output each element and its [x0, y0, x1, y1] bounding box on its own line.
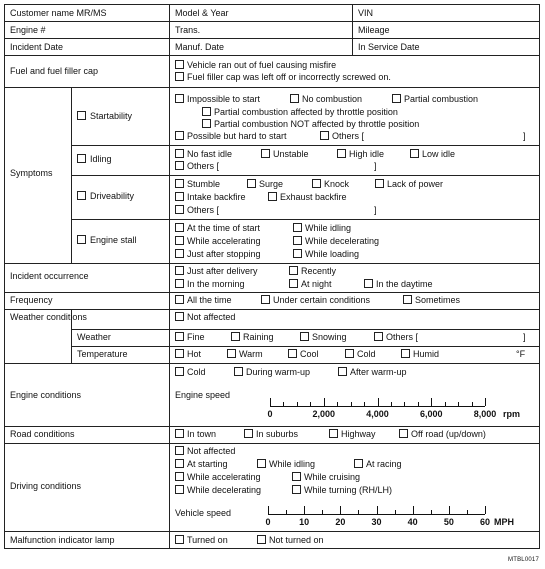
scale-minor-tick [391, 402, 392, 406]
scale-minor-tick [358, 510, 359, 514]
scale-axis [270, 406, 485, 407]
divider [5, 426, 539, 427]
divider [169, 5, 170, 55]
high-idle-checkbox[interactable]: High idle [337, 149, 384, 160]
scale-label: 10 [299, 517, 310, 527]
divider [71, 145, 539, 146]
weather-not-affected-checkbox[interactable]: Not affected [175, 312, 235, 323]
divider [5, 38, 539, 39]
model-year-label: Model & Year [175, 8, 229, 18]
scale-minor-tick [286, 510, 287, 514]
scale-minor-tick [431, 510, 432, 514]
stumble-checkbox[interactable]: Stumble [175, 179, 220, 190]
cold-temp-checkbox[interactable]: Cold [345, 349, 376, 360]
surge-checkbox[interactable]: Surge [247, 179, 283, 190]
highway-checkbox[interactable]: Highway [329, 429, 376, 440]
scale-minor-tick [283, 402, 284, 406]
driving-conditions-label: Driving conditions [10, 481, 82, 491]
all-the-time-checkbox[interactable]: All the time [175, 295, 232, 306]
exhaust-backfire-checkbox[interactable]: Exhaust backfire [268, 192, 347, 203]
scale-label: 4,000 [366, 409, 389, 419]
scale-minor-tick [458, 402, 459, 406]
scale-label: 0 [267, 409, 273, 419]
mileage-label: Mileage [358, 25, 390, 35]
in-the-morning-checkbox[interactable]: In the morning [175, 279, 245, 290]
trans-label: Trans. [175, 25, 201, 35]
scale-minor-tick [322, 510, 323, 514]
weather-row-label: Weather [77, 332, 111, 342]
divider [5, 21, 539, 22]
driveability-checkbox[interactable]: Driveability [77, 191, 134, 202]
during-warm-up-checkbox[interactable]: During warm-up [234, 367, 310, 378]
temperature-row-label: Temperature [77, 349, 128, 359]
warm-checkbox[interactable]: Warm [227, 349, 263, 360]
divider [5, 263, 539, 264]
at-time-of-start-checkbox[interactable]: At the time of start [175, 223, 260, 234]
engine-cold-checkbox[interactable]: Cold [175, 367, 206, 378]
vehicle-speed-label: Vehicle speed [175, 508, 232, 518]
divider [5, 443, 539, 444]
just-after-delivery-checkbox[interactable]: Just after delivery [175, 266, 258, 277]
in-the-daytime-checkbox[interactable]: In the daytime [364, 279, 433, 290]
divider [169, 55, 170, 548]
incident-date-label: Incident Date [10, 42, 64, 52]
engine-stall-checkbox[interactable]: Engine stall [77, 235, 137, 246]
mil-label: Malfunction indicator lamp [10, 535, 115, 545]
startability-others-checkbox[interactable]: Others [ [320, 131, 364, 142]
driving-not-affected-checkbox[interactable]: Not affected [175, 446, 235, 457]
hot-checkbox[interactable]: Hot [175, 349, 201, 360]
weather-conditions-label: Weather conditions [10, 312, 87, 322]
at-night-checkbox[interactable]: At night [289, 279, 332, 290]
mil-turned-on-checkbox[interactable]: Turned on [175, 535, 228, 546]
partial-combustion-not-throttle-checkbox[interactable]: Partial combustion NOT affected by throttle position [202, 119, 419, 130]
scale-minor-tick [364, 402, 365, 406]
scale-label: 20 [335, 517, 346, 527]
scale-major-tick [378, 398, 379, 406]
in-suburbs-checkbox[interactable]: In suburbs [244, 429, 298, 440]
scale-minor-tick [351, 402, 352, 406]
idling-others-checkbox[interactable]: Others [ [175, 161, 219, 172]
sometimes-checkbox[interactable]: Sometimes [403, 295, 460, 306]
scale-label: 8,000 [473, 409, 497, 419]
scale-minor-tick [445, 402, 446, 406]
scale-axis [268, 514, 485, 515]
scale-major-tick [268, 506, 269, 514]
divider [71, 329, 539, 330]
scale-minor-tick [337, 402, 338, 406]
driveability-others-close: ] [374, 205, 377, 215]
at-starting-checkbox[interactable]: At starting [175, 459, 228, 470]
divider [5, 309, 539, 310]
scale-major-tick [413, 506, 414, 514]
engine-number-label: Engine # [10, 25, 46, 35]
snowing-checkbox[interactable]: Snowing [300, 332, 347, 343]
scale-label: 0 [265, 517, 271, 527]
scale-major-tick [377, 506, 378, 514]
at-racing-checkbox[interactable]: At racing [354, 459, 402, 470]
scale-minor-tick [297, 402, 298, 406]
scale-major-tick [449, 506, 450, 514]
recently-checkbox[interactable]: Recently [289, 266, 336, 277]
fuel-label: Fuel and fuel filler cap [10, 66, 99, 76]
weather-others-close: ] [523, 332, 526, 342]
scale-label: 40 [407, 517, 418, 527]
divider [5, 55, 539, 56]
just-after-stopping-checkbox[interactable]: Just after stopping [175, 249, 261, 260]
scale-major-tick [485, 398, 486, 406]
symptoms-label: Symptoms [10, 168, 53, 178]
frequency-label: Frequency [10, 295, 53, 305]
while-turning-checkbox[interactable]: While turning (RH/LH) [292, 485, 392, 496]
no-fast-idle-checkbox[interactable]: No fast idle [175, 149, 232, 160]
scale-minor-tick [310, 402, 311, 406]
scale-label: 60 [479, 517, 491, 527]
fine-checkbox[interactable]: Fine [175, 332, 205, 343]
scale-major-tick [324, 398, 325, 406]
under-certain-conditions-checkbox[interactable]: Under certain conditions [261, 295, 370, 306]
manuf-date-label: Manuf. Date [175, 42, 225, 52]
divider [71, 219, 539, 220]
cool-checkbox[interactable]: Cool [288, 349, 319, 360]
road-conditions-label: Road conditions [10, 429, 75, 439]
while-idling-driving-checkbox[interactable]: While idling [257, 459, 315, 470]
raining-checkbox[interactable]: Raining [231, 332, 274, 343]
mph-unit: MPH [494, 517, 514, 527]
while-idling-stall-checkbox[interactable]: While idling [293, 223, 351, 234]
divider [352, 5, 353, 55]
while-cruising-checkbox[interactable]: While cruising [292, 472, 360, 483]
lack-of-power-checkbox[interactable]: Lack of power [375, 179, 443, 190]
figure-id: MTBL0017 [508, 557, 539, 563]
mil-not-turned-on-checkbox[interactable]: Not turned on [257, 535, 324, 546]
knock-checkbox[interactable]: Knock [312, 179, 349, 190]
divider [5, 531, 539, 532]
temperature-unit: °F [516, 349, 526, 359]
scale-label: 50 [443, 517, 454, 527]
scale-minor-tick [404, 402, 405, 406]
scale-major-tick [431, 398, 432, 406]
unstable-checkbox[interactable]: Unstable [261, 149, 309, 160]
in-service-date-label: In Service Date [358, 42, 420, 52]
no-combustion-checkbox[interactable]: No combustion [290, 94, 362, 105]
engine-conditions-label: Engine conditions [10, 390, 82, 400]
diagnostic-worksheet [4, 4, 540, 549]
fuel-ran-out-checkbox[interactable]: Vehicle ran out of fuel causing misfire [175, 60, 336, 71]
low-idle-checkbox[interactable]: Low idle [410, 149, 455, 160]
while-accelerating-stall-checkbox[interactable]: While accelerating [175, 236, 261, 247]
partial-combustion-throttle-checkbox[interactable]: Partial combustion affected by throttle position [202, 107, 398, 118]
scale-major-tick [340, 506, 341, 514]
scale-label: 2,000 [312, 409, 336, 419]
divider [71, 175, 539, 176]
divider [5, 363, 539, 364]
customer-name-label: Customer name MR/MS [10, 8, 107, 18]
rpm-unit: rpm [503, 409, 521, 419]
idling-checkbox[interactable]: Idling [77, 154, 112, 165]
scale-major-tick [270, 398, 271, 406]
impossible-to-start-checkbox[interactable]: Impossible to start [175, 94, 260, 105]
scale-minor-tick [472, 402, 473, 406]
startability-others-close: ] [523, 131, 526, 141]
scale-minor-tick [395, 510, 396, 514]
scale-minor-tick [467, 510, 468, 514]
fuel-cap-checkbox[interactable]: Fuel filler cap was left off or incorrectly screwed on. [175, 72, 391, 83]
scale-major-tick [485, 506, 486, 514]
after-warm-up-checkbox[interactable]: After warm-up [338, 367, 407, 378]
divider [71, 346, 539, 347]
while-accelerating-driving-checkbox[interactable]: While accelerating [175, 472, 261, 483]
idling-others-close: ] [374, 161, 377, 171]
divider [71, 87, 72, 263]
while-loading-checkbox[interactable]: While loading [293, 249, 359, 260]
possible-hard-to-start-checkbox[interactable]: Possible but hard to start [175, 131, 287, 142]
intake-backfire-checkbox[interactable]: Intake backfire [175, 192, 246, 203]
while-decelerating-stall-checkbox[interactable]: While decelerating [293, 236, 379, 247]
divider [5, 87, 539, 88]
while-decelerating-driving-checkbox[interactable]: While decelerating [175, 485, 261, 496]
scale-label: 6,000 [419, 409, 443, 419]
weather-others-checkbox[interactable]: Others [ [374, 332, 418, 343]
startability-checkbox[interactable]: Startability [77, 111, 132, 122]
incident-occurrence-label: Incident occurrence [10, 271, 89, 281]
driveability-others-checkbox[interactable]: Others [ [175, 205, 219, 216]
off-road-checkbox[interactable]: Off road (up/down) [399, 429, 486, 440]
scale-minor-tick [418, 402, 419, 406]
divider [5, 292, 539, 293]
vin-label: VIN [358, 8, 374, 18]
partial-combustion-checkbox[interactable]: Partial combustion [392, 94, 478, 105]
in-town-checkbox[interactable]: In town [175, 429, 216, 440]
scale-label: 30 [371, 517, 382, 527]
engine-speed-label: Engine speed [175, 390, 231, 400]
scale-major-tick [304, 506, 305, 514]
humid-checkbox[interactable]: Humid [401, 349, 439, 360]
